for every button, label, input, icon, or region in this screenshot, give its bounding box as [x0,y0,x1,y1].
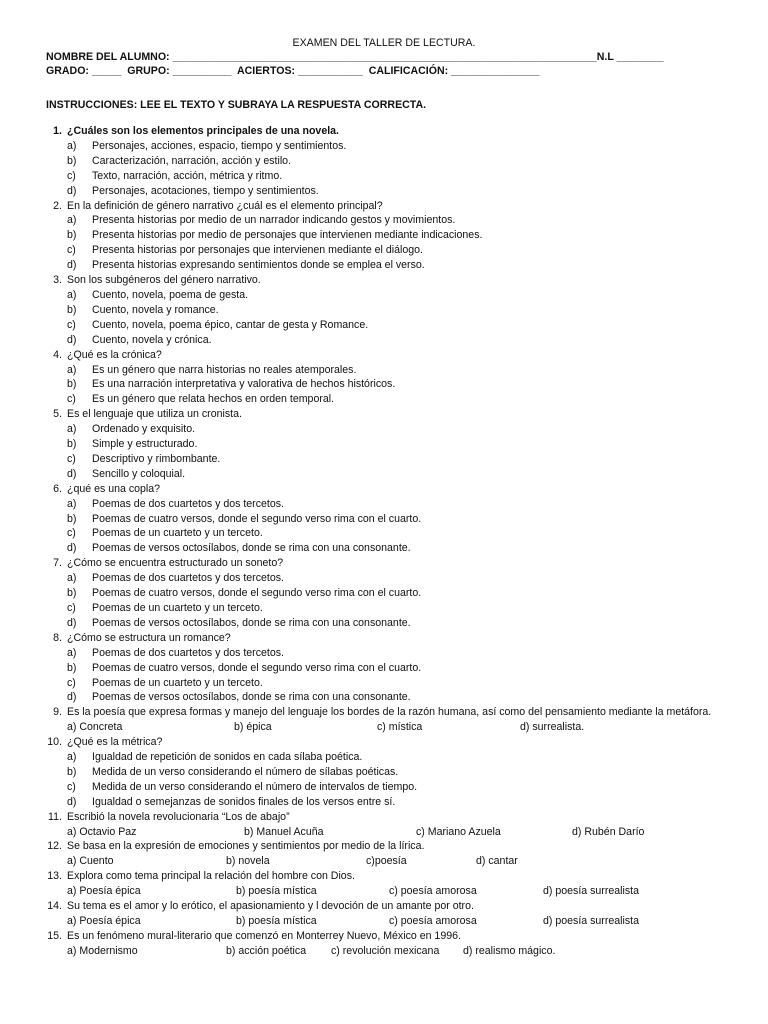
option-letter: d) [67,333,77,346]
question-14 [46,899,726,929]
instructions: INSTRUCCIONES: LEE EL TEXTO Y SUBRAYA LA RESPUESTA CORRECTA. [46,99,427,111]
answer-option[interactable]: d) surrealista. [520,721,585,734]
option-text: Cuento, novela y romance. [92,303,219,316]
question-text: ¿Qué es la crónica? [67,348,162,361]
answer-option[interactable]: c) poesía amorosa [389,914,477,927]
answer-option[interactable] [46,363,726,378]
option-letter: a) [67,288,77,301]
question-8 [46,631,726,706]
option-letter: d) [67,542,77,555]
question-number: 11. [48,810,62,823]
student-name-line: NOMBRE DEL ALUMNO: ________________________________________________________________________N.L ________ [46,51,664,63]
answer-option[interactable] [46,661,726,676]
question-text: Escribió la novela revolucionaria “Los de abajo” [67,810,290,823]
question-text-row [46,839,726,854]
answer-option[interactable] [46,541,726,556]
option-letter: d) [67,259,77,272]
option-letter: a) [67,497,77,510]
answer-option[interactable] [46,795,726,810]
answer-option[interactable]: b) acción poética [226,944,307,957]
answer-option[interactable]: c) revolución mexicana [331,944,440,957]
question-text: ¿Cómo se estructura un romance? [67,631,231,644]
answer-option[interactable] [46,392,726,407]
question-number: 1. [53,125,62,137]
answer-option[interactable]: a) Modernismo [67,944,138,957]
option-letter: a) [67,751,77,764]
answer-option[interactable]: b) Manuel Acuña [244,825,324,838]
inline-answer-options [46,884,726,899]
question-10 [46,735,726,810]
answer-option[interactable] [46,333,726,348]
question-11 [46,810,726,840]
answer-option[interactable] [46,288,726,303]
question-number: 3. [53,274,62,287]
option-text: Presenta historias por personajes que intervienen mediante el diálogo. [92,244,423,257]
question-text: Es un fenómeno mural-literario que comenzó en Monterrey Nuevo, México en 1996. [67,929,461,942]
option-text: Poemas de versos octosílabos, donde se rima con una consonante. [92,691,411,704]
option-text: Personajes, acciones, espacio, tiempo y sentimientos. [92,139,347,152]
option-text: Medida de un verso considerando el número de intervalos de tiempo. [92,780,418,793]
option-text: Presenta historias expresando sentimientos donde se emplea el verso. [92,259,425,272]
option-letter: b) [67,378,77,391]
question-text-row [46,631,726,646]
option-letter: c) [67,602,76,614]
option-text: Poemas de un cuarteto y un terceto. [92,676,263,689]
option-text: Poemas de versos octosílabos, donde se rima con una consonante. [92,616,411,629]
question-6 [46,482,726,557]
option-letter: b) [67,154,77,167]
option-text: Poemas de cuatro versos, donde el segundo verso rima con el cuarto. [92,587,422,600]
option-letter: a) [67,139,77,152]
grade-group-line: GRADO: _____ GRUPO: __________ ACIERTOS: ___________ CALIFICACIÓN: _______________ [46,65,540,77]
answer-option[interactable] [46,228,726,243]
question-number: 8. [53,631,62,644]
question-text: En la definición de género narrativo ¿cuál es el elemento principal? [67,199,383,212]
answer-option[interactable]: a) Cuento [67,855,114,868]
question-5 [46,407,726,482]
answer-option[interactable]: c) Mariano Azuela [416,825,501,838]
question-text: Son los subgéneros del género narrativo. [67,274,261,287]
inline-answer-options [46,825,726,840]
option-text: Sencillo y coloquial. [92,467,186,480]
option-letter: b) [67,438,77,451]
answer-option[interactable]: a) Octavio Paz [67,825,137,838]
question-12 [46,839,726,869]
question-text: Es el lenguaje que utiliza un cronista. [67,408,242,421]
question-text-row [46,735,726,750]
option-text: Presenta historias por medio de un narrador indicando gestos y movimientos. [92,214,456,227]
answer-option[interactable] [46,139,726,154]
answer-option[interactable]: d) realismo mágico. [463,944,556,957]
option-text: Igualdad o semejanzas de sonidos finales de los versos entre sí. [92,795,396,808]
answer-option[interactable]: b) épica [234,721,272,734]
option-letter: c) [67,780,76,793]
question-number: 4. [53,348,62,361]
option-text: Caracterización, narración, acción y estilo. [92,154,292,167]
answer-option[interactable] [46,676,726,691]
question-number: 5. [53,408,62,421]
answer-option[interactable]: d) Rubén Darío [572,825,645,838]
answer-option[interactable] [46,616,726,631]
question-number: 9. [53,706,62,719]
answer-option[interactable] [46,467,726,482]
question-7 [46,556,726,631]
question-text-row [46,869,726,884]
option-letter: c) [67,244,76,257]
option-letter: c) [67,318,76,331]
answer-option[interactable] [46,526,726,541]
answer-option[interactable] [46,258,726,273]
question-number: 14. [47,900,62,913]
option-letter: a) [67,214,77,227]
question-4 [46,348,726,408]
answer-option[interactable]: c)poesía [366,855,407,868]
question-text: Su tema es el amor y lo erótico, el apasionamiento y l devoción de un amante por otro. [67,900,474,913]
option-letter: a) [67,363,77,376]
question-text: ¿qué es una copla? [67,482,161,495]
answer-option[interactable]: a) Poesía épica [67,885,141,898]
option-letter: a) [67,572,77,585]
option-text: Poemas de cuatro versos, donde el segundo verso rima con el cuarto. [92,512,422,525]
question-text-row [46,810,726,825]
question-text-row [46,929,726,944]
option-letter: d) [67,184,77,197]
question-15 [46,929,726,959]
option-letter: d) [67,616,77,629]
inline-answer-options [46,854,726,869]
option-letter: c) [67,527,76,540]
answer-option[interactable]: d) poesía surrealista [543,885,639,898]
question-number: 7. [53,557,62,570]
answer-option[interactable] [46,571,726,586]
answer-option[interactable]: d) poesía surrealista [543,914,639,927]
answer-option[interactable]: b) poesía mística [236,914,317,927]
option-text: Cuento, novela, poema épico, cantar de gesta y Romance. [92,318,369,331]
option-letter: a) [67,646,77,659]
option-text: Es un género que narra historias no reales atemporales. [92,363,357,376]
option-text: Poemas de dos cuartetos y dos tercetos. [92,646,284,659]
option-text: Simple y estructurado. [92,438,198,451]
option-letter: b) [67,765,77,778]
answer-option[interactable] [46,184,726,199]
option-text: Es una narración interpretativa y valorativa de hechos históricos. [92,378,396,391]
option-letter: b) [67,303,77,316]
question-9 [46,705,726,735]
option-text: Poemas de versos octosílabos, donde se rima con una consonante. [92,542,411,555]
question-2 [46,199,726,274]
answer-option[interactable] [46,437,726,452]
question-3 [46,273,726,348]
question-number: 6. [53,482,62,495]
question-text: Es la poesía que expresa formas y manejo del lenguaje los bordes de la razón humana, así como del pensamiento mediante la metáfora. [67,706,712,719]
question-text: Explora como tema principal la relación del hombre con Dios. [67,870,355,883]
answer-option[interactable] [46,422,726,437]
answer-option[interactable] [46,243,726,258]
option-letter: d) [67,467,77,480]
inline-answer-options [46,944,726,959]
answer-option[interactable] [46,303,726,318]
option-letter: d) [67,795,77,808]
answer-option[interactable] [46,497,726,512]
option-text: Ordenado y exquisito. [92,423,196,436]
question-text-row [46,556,726,571]
option-letter: b) [67,587,77,600]
answer-option[interactable] [46,377,726,392]
answer-option[interactable]: b) novela [226,855,270,868]
option-text: Poemas de dos cuartetos y dos tercetos. [92,497,284,510]
question-text: ¿Cómo se encuentra estructurado un soneto? [67,557,284,570]
question-text-row [46,705,726,720]
option-letter: d) [67,691,77,704]
answer-option[interactable] [46,318,726,333]
question-13 [46,869,726,899]
question-text-row [46,482,726,497]
answer-option[interactable]: b) poesía mística [236,885,317,898]
inline-answer-options [46,914,726,929]
option-text: Poemas de un cuarteto y un terceto. [92,527,263,540]
option-text: Medida de un verso considerando el número de sílabas poéticas. [92,765,399,778]
answer-option[interactable]: a) Poesía épica [67,914,141,927]
question-text: ¿Qué es la métrica? [67,736,163,749]
option-letter: c) [67,393,76,406]
question-text-row [46,407,726,422]
option-letter: c) [67,169,76,182]
answer-option[interactable] [46,765,726,780]
option-text: Cuento, novela, poema de gesta. [92,288,249,301]
question-text: ¿Cuáles son los elementos principales de una novela. [67,125,339,137]
answer-option[interactable] [46,213,726,228]
answer-option[interactable]: c) mística [377,721,423,734]
answer-option[interactable]: c) poesía amorosa [389,885,477,898]
option-letter: b) [67,661,77,674]
answer-option[interactable] [46,780,726,795]
option-letter: b) [67,512,77,525]
answer-option[interactable] [46,169,726,184]
option-letter: c) [67,676,76,689]
answer-option[interactable] [46,750,726,765]
option-text: Poemas de dos cuartetos y dos tercetos. [92,572,284,585]
answer-option[interactable] [46,586,726,601]
question-number: 15. [47,929,62,942]
question-number: 12. [47,840,62,853]
option-text: Poemas de un cuarteto y un terceto. [92,602,263,614]
answer-option[interactable] [46,512,726,527]
option-text: Texto, narración, acción, métrica y ritmo. [92,169,283,182]
option-letter: b) [67,229,77,242]
question-text-row [46,899,726,914]
option-text: Igualdad de repetición de sonidos en cada sílaba poética. [92,751,363,764]
question-list [46,124,726,959]
question-text-row [46,273,726,288]
answer-option[interactable] [46,452,726,467]
question-text-row [46,199,726,214]
question-text-row [46,348,726,363]
option-text: Es un género que relata hechos en orden temporal. [92,393,335,406]
question-number: 2. [53,199,62,212]
question-text-row [46,124,726,139]
option-text: Poemas de cuatro versos, donde el segundo verso rima con el cuarto. [92,661,422,674]
option-letter: c) [67,452,76,465]
question-text: Se basa en la expresión de emociones y sentimientos por medio de la lírica. [67,840,425,853]
answer-option[interactable]: d) cantar [476,855,518,868]
option-letter: a) [67,423,77,436]
answer-option[interactable] [46,154,726,169]
answer-option[interactable] [46,690,726,705]
option-text: Cuento, novela y crónica. [92,333,212,346]
answer-option[interactable] [46,601,726,616]
inline-answer-options [46,720,726,735]
answer-option[interactable] [46,646,726,661]
exam-title: EXAMEN DEL TALLER DE LECTURA. [292,37,476,49]
option-text: Descriptivo y rimbombante. [92,452,221,465]
option-text: Personajes, acotaciones, tiempo y sentimientos. [92,184,319,197]
option-text: Presenta historias por medio de personajes que intervienen mediante indicaciones. [92,229,483,242]
question-1 [46,124,726,199]
answer-option[interactable]: a) Concreta [67,721,123,734]
question-number: 13. [47,870,62,883]
question-number: 10. [47,736,62,749]
